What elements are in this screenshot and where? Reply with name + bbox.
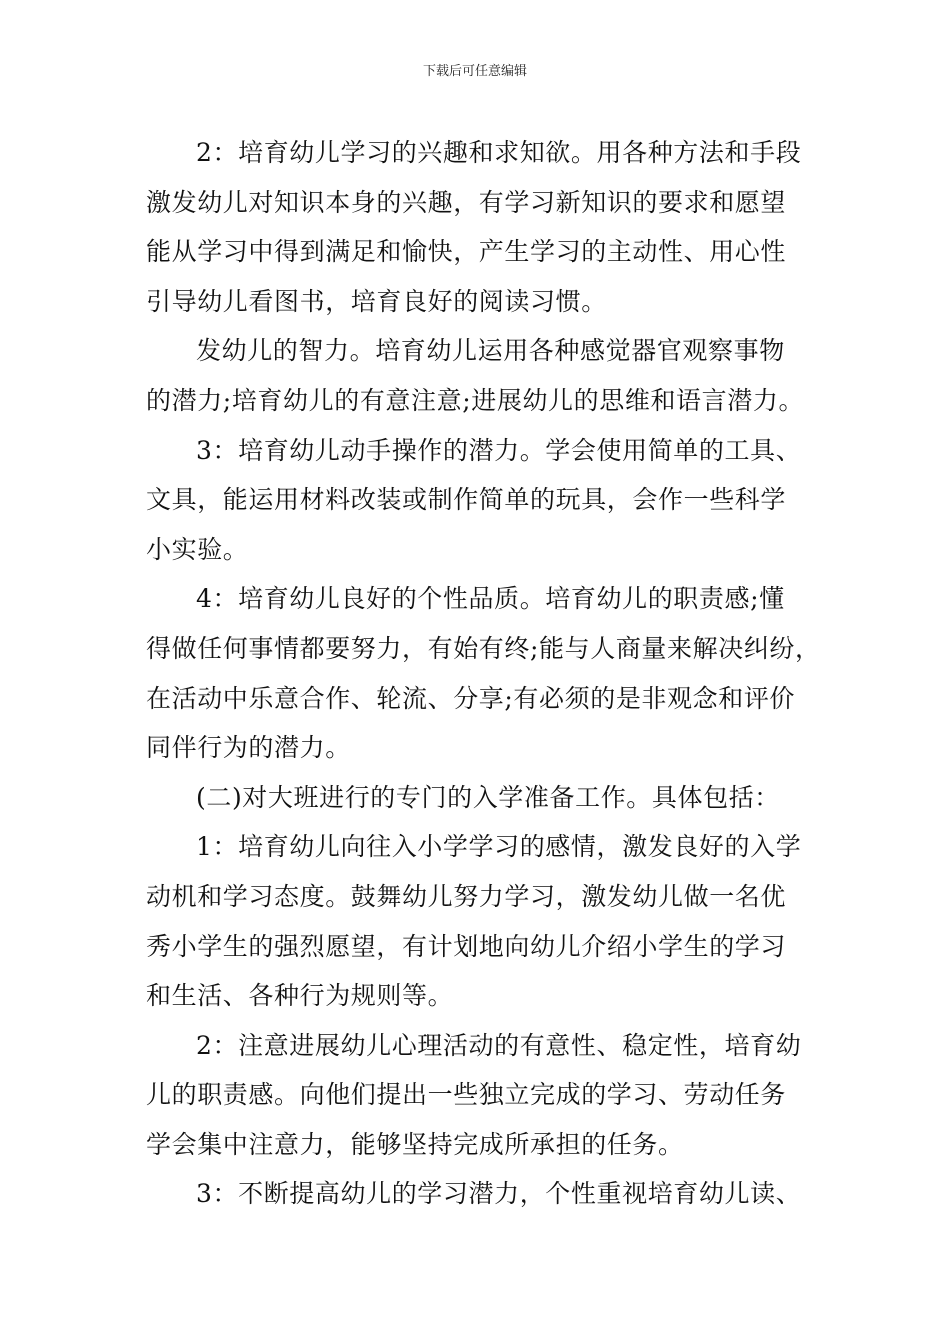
text-line: 激发幼儿对知识本身的兴趣，有学习新知识的要求和愿望: [146, 187, 787, 217]
text-line: 引导幼儿看图书，培育良好的阅读习惯。: [146, 286, 607, 316]
paragraph-motivation: [146, 822, 816, 1020]
text-line: 4：培育幼儿良好的个性品质。培育幼儿的职责感;懂: [196, 584, 785, 614]
paragraph-section-heading: [146, 773, 816, 823]
paragraph-attention: [146, 1021, 816, 1170]
text-line: 同伴行为的潜力。: [146, 733, 351, 763]
text-line: 学会集中注意力，能够坚持完成所承担的任务。: [146, 1129, 684, 1159]
text-line: 3：培育幼儿动手操作的潜力。学会使用简单的工具、: [196, 435, 802, 465]
paragraph-goal-interest: [146, 128, 816, 326]
text-line: 2：注意进展幼儿心理活动的有意性、稳定性，培育幼: [196, 1030, 802, 1060]
text-line: 的潜力;培育幼儿的有意注意;进展幼儿的思维和语言潜力。: [146, 385, 805, 415]
text-line: 在活动中乐意合作、轮流、分享;有必须的是非观念和评价: [146, 683, 796, 713]
text-line: 2：培育幼儿学习的兴趣和求知欲。用各种方法和手段: [196, 138, 802, 167]
text-line: 动机和学习态度。鼓舞幼儿努力学习，激发幼儿做一名优: [146, 881, 787, 911]
text-line: 小实验。: [146, 534, 249, 564]
text-line: 文具，能运用材料改装或制作简单的玩具，会作一些科学: [146, 485, 787, 515]
text-line: 得做任何事情都要努力，有始有终;能与人商量来解决纠纷，: [146, 633, 821, 663]
document-body: [146, 128, 821, 1219]
text-line: 秀小学生的强烈愿望，有计划地向幼儿介绍小学生的学习: [146, 931, 787, 961]
text-line: 能从学习中得到满足和愉快，产生学习的主动性、用心性: [146, 237, 787, 267]
text-line: 儿的职责感。向他们提出一些独立完成的学习、劳动任务: [146, 1080, 787, 1110]
paragraph-hands-on: [146, 426, 816, 575]
section-heading: (二)对大班进行的专门的入学准备工作。具体包括：: [196, 782, 780, 812]
text-line: 1：培育幼儿向往入小学学习的感情，激发良好的入学: [196, 832, 802, 862]
paragraph-intelligence: [146, 326, 816, 425]
text-line: 发幼儿的智力。培育幼儿运用各种感觉器官观察事物: [196, 336, 785, 366]
paragraph-character: [146, 574, 821, 772]
text-line: 和生活、各种行为规则等。: [146, 981, 454, 1011]
text-line: 3：不断提高幼儿的学习潜力，个性重视培育幼儿读、: [196, 1179, 802, 1209]
page-header-note: 下载后可任意编辑: [422, 64, 527, 79]
paragraph-learning-ability: [146, 1169, 816, 1219]
